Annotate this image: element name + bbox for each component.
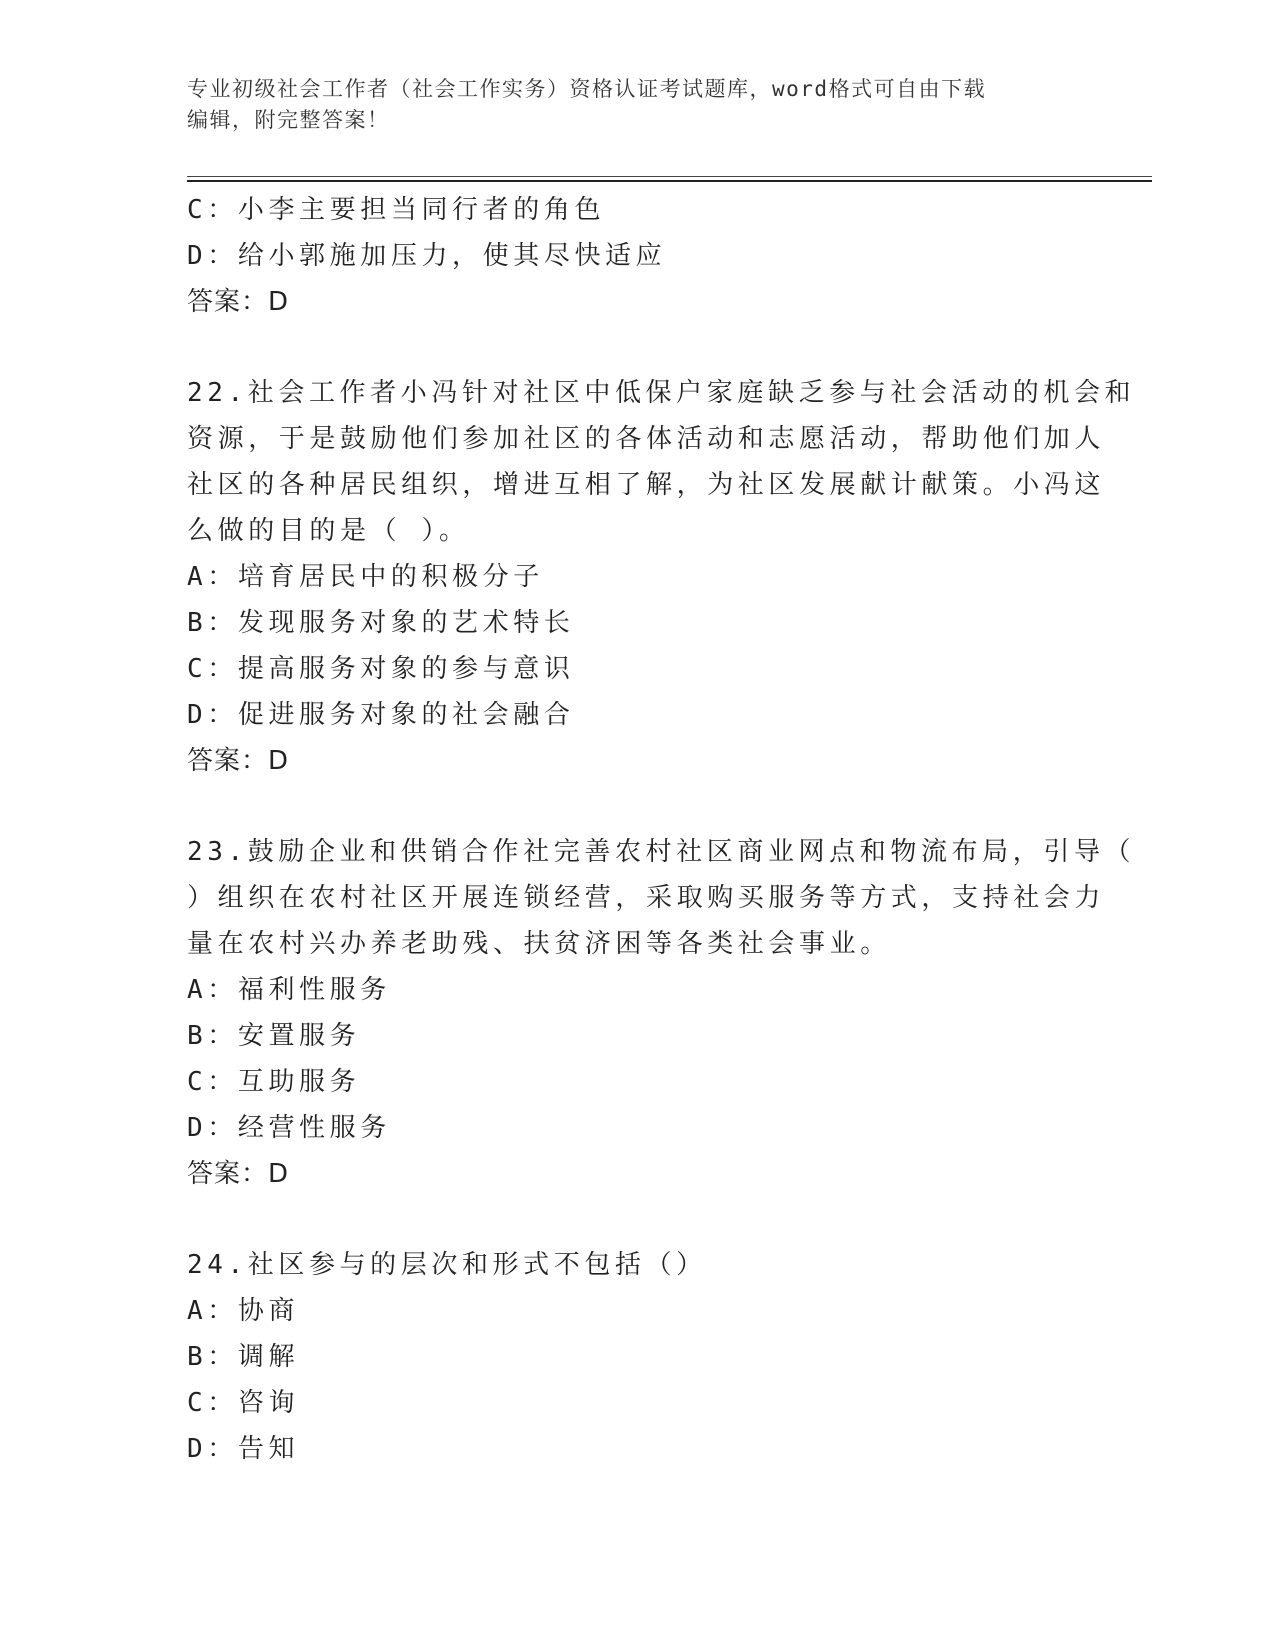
- document-header: [187, 74, 1087, 136]
- option-d: D：促进服务对象的社会融合: [187, 700, 575, 730]
- question-stem-line: 22.社会工作者小冯针对社区中低保户家庭缺乏参与社会活动的机会和: [187, 378, 1136, 408]
- option-d: D：给小郭施加压力，使其尽快适应: [187, 241, 667, 271]
- header-line-2: 编辑，附完整答案！: [187, 108, 390, 132]
- question-stem-line: 23.鼓励企业和供销合作社完善农村社区商业网点和物流布局，引导（: [187, 837, 1136, 867]
- question-stem-line: 24.社区参与的层次和形式不包括（）: [187, 1250, 707, 1280]
- question-23: [187, 829, 1136, 1197]
- option-c: C：小李主要担当同行者的角色: [187, 195, 606, 225]
- spacer: [187, 784, 1087, 829]
- option-a: A：协商: [187, 1296, 300, 1326]
- question-stem-line: 量在农村兴办养老助残、扶贫济困等各类社会事业。: [187, 929, 891, 959]
- header-line-1: 专业初级社会工作者（社会工作实务）资格认证考试题库，word格式可自由下载: [187, 77, 987, 101]
- spacer: [187, 325, 1087, 370]
- header-divider-thick: [187, 180, 1152, 182]
- option-c: C：咨询: [187, 1388, 300, 1418]
- option-b: B：安置服务: [187, 1021, 361, 1051]
- question-24: [187, 1242, 1087, 1472]
- option-b: B：调解: [187, 1342, 300, 1372]
- spacer: [187, 1197, 1087, 1242]
- option-a: A：培育居民中的积极分子: [187, 562, 544, 592]
- option-c: C：提高服务对象的参与意识: [187, 654, 575, 684]
- question-stem-line: 社区的各种居民组织，增进互相了解，为社区发展献计献策。小冯这: [187, 470, 1106, 500]
- question-stem-line: 么做的目的是（ ）。: [187, 516, 470, 546]
- option-a: A：福利性服务: [187, 975, 391, 1005]
- question-content: [187, 187, 1136, 1472]
- option-d: D：告知: [187, 1434, 300, 1464]
- question-22: [187, 370, 1136, 784]
- question-stem-line: ）组织在农村社区开展连锁经营，采取购买服务等方式，支持社会力: [187, 883, 1106, 913]
- answer: 答案：D: [187, 746, 290, 776]
- header-divider-thin: [187, 176, 1152, 177]
- question-21-tail: [187, 187, 1087, 325]
- option-b: B：发现服务对象的艺术特长: [187, 608, 575, 638]
- option-c: C：互助服务: [187, 1067, 361, 1097]
- option-d: D：经营性服务: [187, 1113, 391, 1143]
- answer: 答案：D: [187, 1159, 290, 1189]
- answer: 答案：D: [187, 287, 290, 317]
- question-stem-line: 资源，于是鼓励他们参加社区的各体活动和志愿活动，帮助他们加人: [187, 424, 1106, 454]
